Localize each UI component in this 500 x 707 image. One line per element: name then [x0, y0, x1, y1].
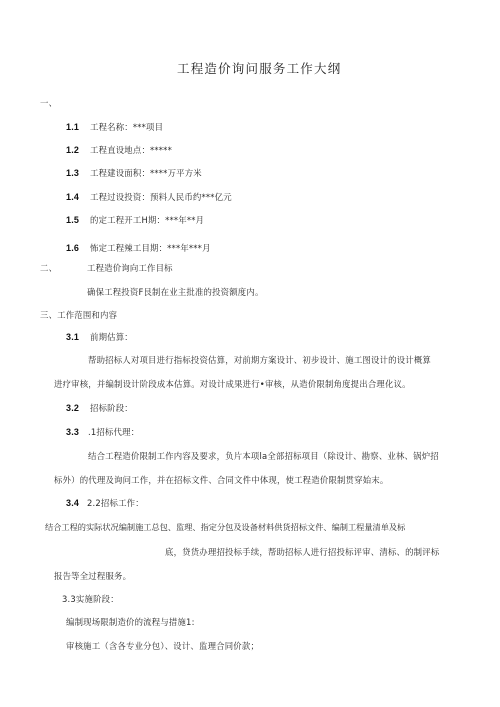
item-3-1-line1: 帮助招标人对项目进行指标投资估算，对前期方案设计、初步设计、施工图设计的设计概算 [88, 355, 431, 365]
document-title: 工程造价询问服务工作大纲 [177, 61, 342, 76]
item-1-4-text: 工程过设投资：预料人民币约***亿元 [90, 192, 232, 202]
item-1-4-num: 1.4 [66, 192, 80, 202]
item-3-5-line2: 审核施工（含各专业分包）、设计、监理合同价款； [66, 641, 260, 651]
item-3-4-line1: 结合工程的实际状况编制施工总包、监理、指定分包及设备材料供货招标文件、编制工程量清单及标 [45, 522, 406, 532]
section-2-heading: 二、 [40, 263, 58, 273]
item-3-4-line3: 报告等全过程服务。 [54, 571, 132, 581]
item-3-4-num: 3.4 [66, 498, 80, 508]
item-3-4-title: 2.2招标工作： [87, 498, 144, 508]
item-1-6-num: 1.6 [66, 243, 80, 253]
section-2-body: 确保工程投资F艮制在业主批准的投资额度内。 [87, 287, 264, 297]
item-3-1-title: 前期估算： [90, 332, 133, 342]
item-3-5-line1: 编制现场限制造价的流程与措施1: [66, 617, 195, 627]
item-3-3-num: 3.3 [66, 427, 80, 437]
item-1-6-text: 怖定工程辣工目期：***年***月 [90, 243, 211, 253]
item-3-1-line2: 进疗审核，并编制设计阶段成本估算。对设计成果进行•审核，从造价限制角度提出合理化议。 [54, 379, 411, 389]
item-1-1-text: 工程名称：***项目 [90, 122, 164, 132]
item-3-1-num: 3.1 [66, 332, 80, 342]
item-3-2-num: 3.2 [66, 403, 80, 413]
item-1-2-text: 工程直设地点：***** [90, 145, 172, 155]
section-1-heading: 一、 [40, 98, 58, 108]
item-3-2-title: 招标阶段： [90, 403, 133, 413]
item-3-3-line2: 标外）的代理及询问工作，并在招标文件、合同文件中体现，使工程造价限制贯穿始末。 [54, 475, 389, 485]
section-2-title: 工程造价询向工作目标 [87, 263, 173, 273]
item-1-1-num: 1.1 [66, 122, 80, 132]
item-1-5-text: 的定工程开工H期：***年**月 [90, 215, 205, 225]
item-1-3-text: 工程建设面积：****万平方米 [90, 168, 202, 178]
item-3-3-title: .1招标代理： [88, 427, 140, 437]
item-1-2-num: 1.2 [66, 145, 80, 155]
section-3-heading: 三、工作范围和内容 [40, 310, 118, 320]
item-3-5-title: 3.3实施阶段： [62, 594, 119, 604]
item-1-5-num: 1.5 [66, 215, 80, 225]
item-3-4-line2: 底，贷货办理招投标手续，帮助招标人进行招投标评审、清标、的制评标 [165, 547, 440, 557]
item-3-3-line1: 结合工程造价限制工作内容及要求，负片本项la全部招标项目（除设计、勘察、业林、锅炉招 [88, 451, 439, 461]
item-1-3-num: 1.3 [66, 168, 80, 178]
